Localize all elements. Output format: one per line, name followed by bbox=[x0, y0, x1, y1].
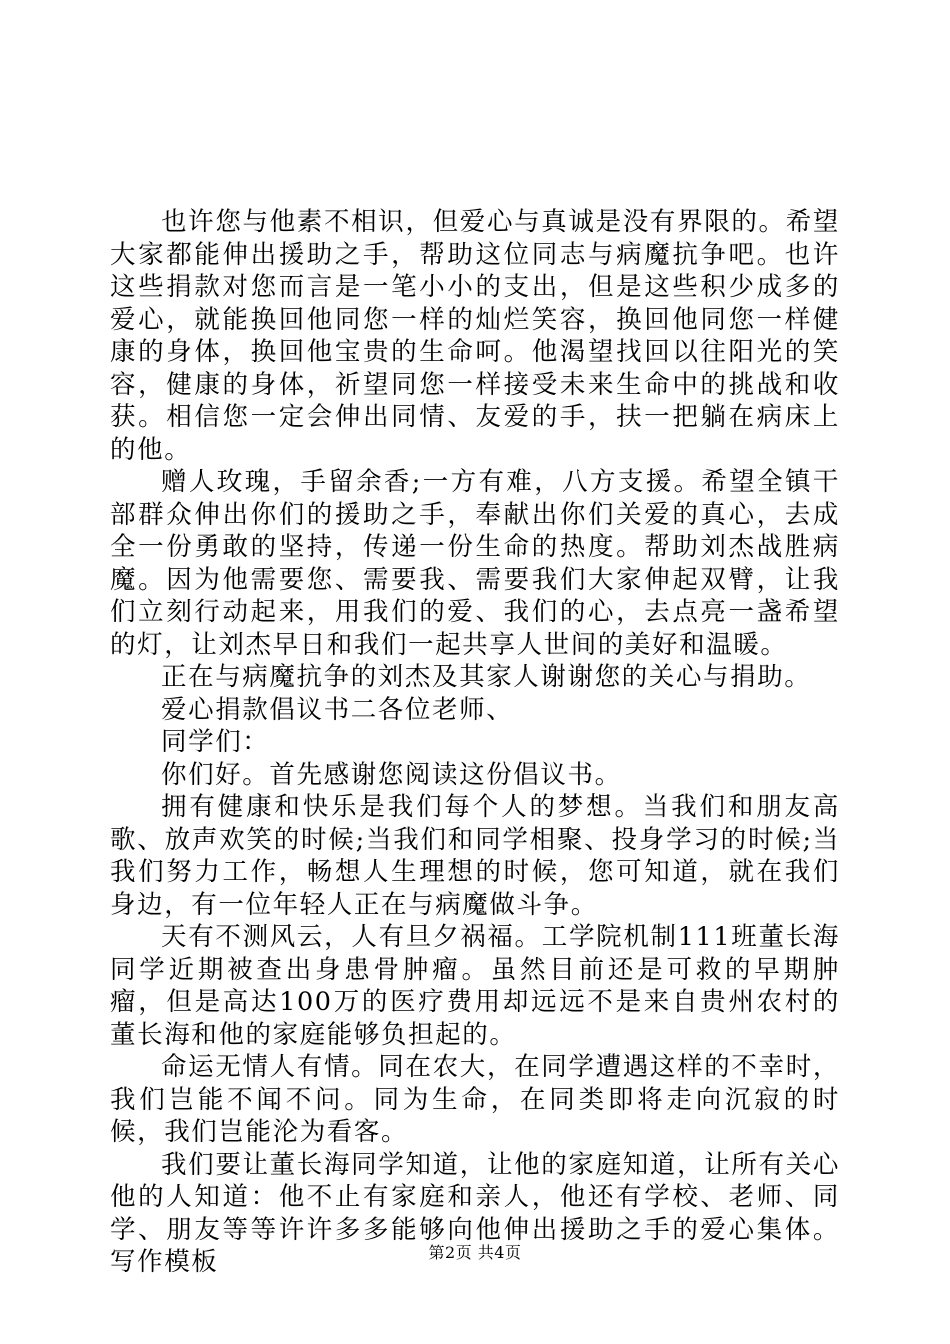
paragraph: 正在与病魔抗争的刘杰及其家人谢谢您的关心与捐助。 bbox=[161, 662, 812, 692]
paragraph: 同学们： bbox=[161, 727, 270, 757]
document-body bbox=[110, 206, 840, 1279]
paragraph: 爱心捐款倡议书二各位老师、 bbox=[161, 694, 514, 725]
paragraph: 我们要让董长海同学知道，让他的家庭知道，让所有关心他的人知道：他不止有家庭和亲人，他还有学校、老师、同学、朋友等等许许多多能够向他伸出援助之手的爱心集体。写作模板 bbox=[110, 1149, 840, 1277]
page-footer: 第2页 共4页 bbox=[428, 1243, 522, 1262]
paragraph: 赠人玫瑰，手留余香;一方有难，八方支援。希望全镇干部群众伸出你们的援助之手，奉献出你们关爱的真心，去成全一份勇敢的坚持，传递一份生命的热度。帮助刘杰战胜病魔。因为他需要您、需要我、需要我们大家伸起双臂，让我们立刻行动起来，用我们的爱、我们的心，去点亮一盏希望的灯，让刘杰早日和我们一起共享人世间的美好和温暖。 bbox=[110, 467, 840, 660]
paragraph: 你们好。首先感谢您阅读这份倡议书。 bbox=[161, 759, 622, 790]
paragraph: 天有不测风云，人有旦夕祸福。工学院机制111班董长海同学近期被查出身患骨肿瘤。虽然目前还是可救的早期肿瘤，但是高达100万的医疗费用却远远不是来自贵州农村的董长海和他的家庭能够负担起的。 bbox=[110, 922, 840, 1050]
paragraph: 命运无情人有情。同在农大，在同学遭遇这样的不幸时，我们岂能不闻不问。同为生命，在同类即将走向沉寂的时候，我们岂能沦为看客。 bbox=[110, 1052, 840, 1147]
paragraph: 也许您与他素不相识，但爱心与真诚是没有界限的。希望大家都能伸出援助之手，帮助这位同志与病魔抗争吧。也许这些捐款对您而言是一笔小小的支出，但是这些积少成多的爱心，就能换回他同您一样的灿烂笑容，换回他同您一样健康的身体，换回他宝贵的生命呵。他渴望找回以往阳光的笑容，健康的身体，祈望同您一样接受未来生命中的挑战和收获。相信您一定会伸出同情、友爱的手，扶一把躺在病床上的他。 bbox=[110, 207, 840, 465]
paragraph: 拥有健康和快乐是我们每个人的梦想。当我们和朋友高歌、放声欢笑的时候;当我们和同学相聚、投身学习的时候;当我们努力工作，畅想人生理想的时候，您可知道，就在我们身边，有一位年轻人正在与病魔做斗争。 bbox=[110, 792, 840, 920]
